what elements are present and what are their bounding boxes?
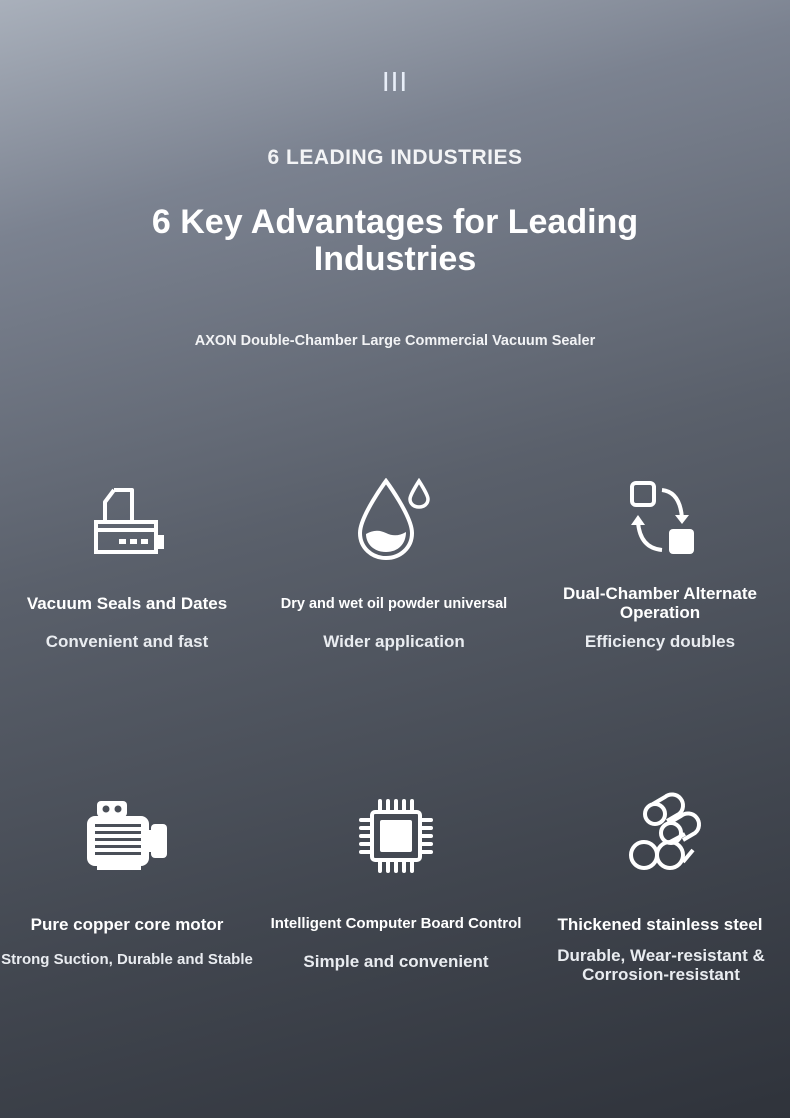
feature-title: Pure copper core motor	[30, 915, 224, 934]
feature-title: Thickened stainless steel	[557, 915, 763, 934]
steel-pipes-icon	[617, 792, 703, 878]
page-title: 6 Key Advantages for Leading Industries	[151, 203, 639, 278]
feature-desc: Durable, Wear-resistant & Corrosion-resistant	[557, 946, 765, 984]
feature-card-motor	[0, 798, 257, 978]
feature-title: Dual-Chamber Alternate Operation	[563, 584, 757, 622]
feature-card-oil-powder	[264, 478, 524, 658]
section-numeral: III	[381, 66, 409, 97]
feature-title: Vacuum Seals and Dates	[26, 594, 228, 613]
motor-icon	[85, 798, 169, 874]
feature-desc: Wider application	[323, 632, 465, 651]
section-eyebrow: 6 LEADING INDUSTRIES	[267, 146, 523, 169]
feature-desc: Strong Suction, Durable and Stable	[1, 951, 253, 968]
feature-card-seal-date	[0, 478, 257, 658]
feature-desc: Convenient and fast	[45, 632, 209, 651]
feature-title: Dry and wet oil powder universal	[280, 596, 508, 612]
chip-icon	[358, 798, 434, 874]
product-subtitle: AXON Double-Chamber Large Commercial Vacuum Sealer	[194, 333, 596, 349]
feature-desc: Simple and convenient	[303, 952, 489, 971]
printer-date-icon	[87, 482, 167, 562]
alternate-chambers-icon	[618, 478, 702, 562]
feature-title: Intelligent Computer Board Control	[270, 915, 522, 932]
oil-drop-icon	[352, 478, 436, 562]
feature-card-dual-chamber	[530, 478, 790, 658]
feature-card-stainless-steel	[530, 792, 790, 982]
feature-card-computer-board	[266, 798, 526, 978]
feature-desc: Efficiency doubles	[584, 632, 736, 651]
